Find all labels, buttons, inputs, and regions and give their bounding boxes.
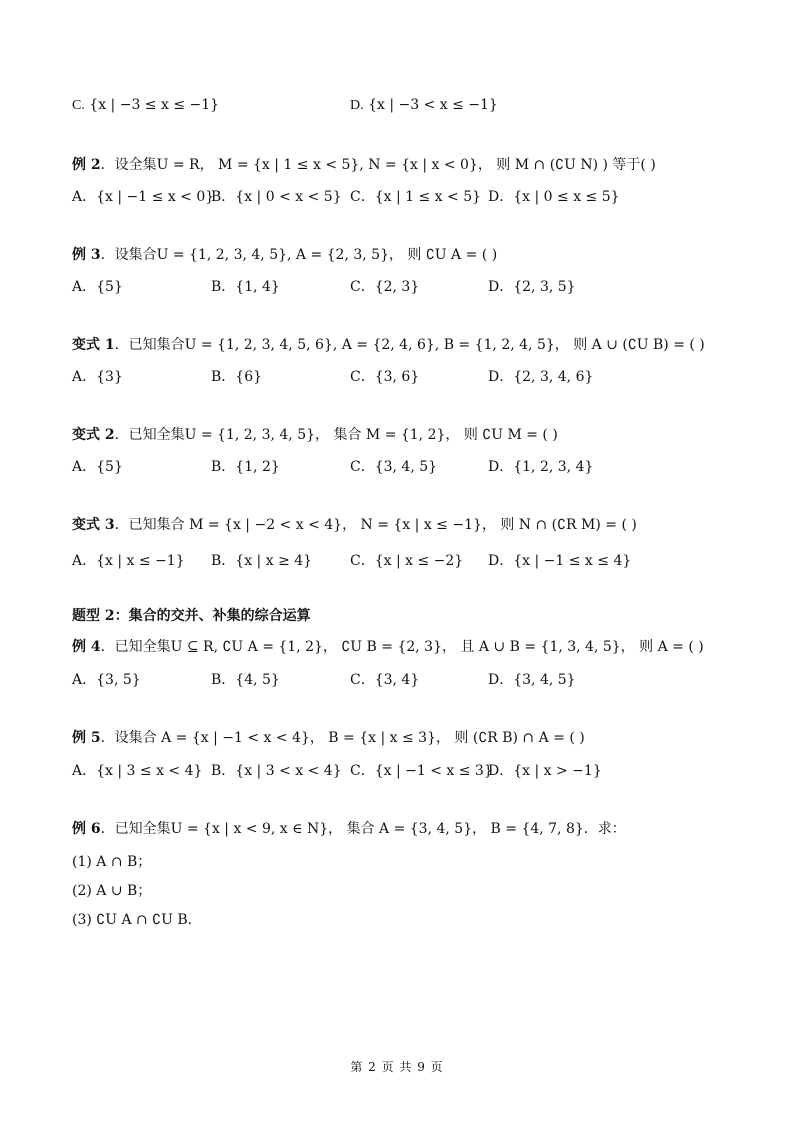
option-c bbox=[350, 457, 437, 477]
problem-text: ．已知全集U = {x | x < 9, x ∈ N}， 集合 A = {3, 4, 5}， B = {4, 7, 8}．求： bbox=[100, 821, 626, 837]
section-heading: 题型 2：集合的交并、补集的综合运算 bbox=[72, 608, 311, 624]
problem-tag: 例 6 bbox=[72, 821, 101, 837]
option-c bbox=[72, 95, 219, 116]
option-c bbox=[350, 670, 419, 690]
problem-tag: 例 2 bbox=[72, 157, 101, 173]
option-b bbox=[211, 761, 342, 781]
option-text: {x | 1 ≤ x < 5} bbox=[374, 189, 482, 205]
option-label: D． bbox=[488, 553, 514, 569]
option-label: A． bbox=[72, 553, 97, 569]
option-c bbox=[350, 187, 481, 207]
option-label: D． bbox=[488, 189, 514, 205]
problem-text: ．已知集合 M = {x | −2 < x < 4}， N = {x | x ≤ −1}， 则 N ∩ (∁R M) = ( ) bbox=[114, 517, 637, 533]
option-d bbox=[488, 457, 593, 477]
problem-tag: 例 5 bbox=[72, 730, 101, 746]
option-label: C． bbox=[350, 553, 375, 569]
option-text: {1, 2} bbox=[235, 459, 280, 475]
problem-stem bbox=[72, 728, 585, 748]
option-label: A． bbox=[72, 672, 97, 688]
option-label: A． bbox=[72, 763, 97, 779]
option-b bbox=[211, 551, 312, 571]
option-label: A． bbox=[72, 459, 97, 475]
option-text: {x | −3 ≤ x ≤ −1} bbox=[89, 97, 220, 113]
option-d bbox=[488, 187, 620, 207]
option-label: D． bbox=[488, 369, 514, 385]
problem-text: ．设集合 A = {x | −1 < x < 4}， B = {x | x ≤ 3}， 则 (∁R B) ∩ A = ( ) bbox=[100, 730, 585, 746]
option-text: {x | 0 ≤ x ≤ 5} bbox=[513, 189, 620, 205]
option-text: {3} bbox=[96, 369, 123, 385]
problem-text: ．已知全集U = {1, 2, 3, 4, 5}， 集合 M = {1, 2}， 则 ∁U M = ( ) bbox=[114, 427, 558, 443]
problem-stem bbox=[72, 637, 704, 657]
option-text: {3, 4} bbox=[374, 672, 420, 688]
option-label: D． bbox=[488, 763, 514, 779]
option-text: {x | −3 < x ≤ −1} bbox=[368, 97, 498, 113]
problem-text: ．设集合U = {1, 2, 3, 4, 5}, A = {2, 3, 5}， 则 ∁U A = ( ) bbox=[100, 247, 498, 263]
option-label: B． bbox=[211, 369, 236, 385]
problem-text: ．已知集合U = {1, 2, 3, 4, 5, 6}, A = {2, 4, 6}, B = {1, 2, 4, 5}， 则 A ∪ (∁U B) = ( ) bbox=[114, 337, 705, 353]
problem-tag: 变式 1 bbox=[72, 337, 115, 353]
option-d bbox=[488, 670, 576, 690]
option-label: D． bbox=[488, 672, 514, 688]
option-d bbox=[488, 761, 602, 781]
option-label: A． bbox=[72, 279, 97, 295]
problem-stem bbox=[72, 425, 558, 445]
option-c bbox=[350, 761, 493, 781]
option-b bbox=[211, 277, 280, 297]
option-text: {5} bbox=[96, 459, 123, 475]
option-text: {3, 5} bbox=[96, 672, 141, 688]
option-text: {5} bbox=[96, 279, 123, 295]
option-a bbox=[72, 457, 123, 477]
option-b bbox=[211, 187, 342, 207]
problem-text: ．已知全集U ⊆ R, ∁U A = {1, 2}， ∁U B = {2, 3}， 且 A ∪ B = {1, 3, 4, 5}， 则 A = ( ) bbox=[100, 639, 704, 655]
option-label: D. bbox=[350, 98, 364, 113]
problem-stem bbox=[72, 155, 656, 175]
subquestion-1: (1) A ∩ B； bbox=[72, 854, 152, 870]
problem-tag: 例 4 bbox=[72, 639, 101, 655]
option-b bbox=[211, 670, 280, 690]
problem-tag: 例 3 bbox=[72, 247, 101, 263]
subquestion-2: (2) A ∪ B； bbox=[72, 883, 152, 899]
option-text: {x | x ≥ 4} bbox=[235, 553, 313, 569]
option-label: C． bbox=[350, 279, 375, 295]
option-label: B． bbox=[211, 459, 236, 475]
option-a bbox=[72, 277, 123, 297]
option-text: {x | 0 < x < 5} bbox=[235, 189, 342, 205]
option-text: {3, 4, 5} bbox=[513, 672, 576, 688]
option-label: C． bbox=[350, 459, 375, 475]
option-text: {x | x ≤ −2} bbox=[374, 553, 464, 569]
option-c bbox=[350, 367, 419, 387]
option-c bbox=[350, 277, 419, 297]
option-label: D． bbox=[488, 279, 514, 295]
option-label: C. bbox=[72, 98, 85, 113]
option-text: {2, 3, 5} bbox=[513, 279, 576, 295]
option-a bbox=[72, 670, 141, 690]
option-label: C． bbox=[350, 189, 375, 205]
option-a bbox=[72, 761, 202, 781]
option-a bbox=[72, 187, 214, 207]
option-c bbox=[350, 551, 463, 571]
option-a bbox=[72, 551, 185, 571]
option-text: {3, 4, 5} bbox=[374, 459, 438, 475]
option-label: B． bbox=[211, 763, 236, 779]
option-text: {x | −1 ≤ x ≤ 4} bbox=[513, 553, 632, 569]
subquestion-3: (3) ∁U A ∩ ∁U B． bbox=[72, 912, 202, 928]
problem-stem bbox=[72, 515, 637, 535]
option-text: {x | −1 < x ≤ 3} bbox=[374, 763, 493, 779]
page-footer: 第 2 页 共 9 页 bbox=[350, 1060, 444, 1074]
option-text: {x | −1 ≤ x < 0} bbox=[96, 189, 215, 205]
option-label: A． bbox=[72, 369, 97, 385]
option-b bbox=[211, 457, 280, 477]
option-label: B． bbox=[211, 553, 236, 569]
option-d bbox=[488, 277, 576, 297]
option-text: {x | x > −1} bbox=[513, 763, 602, 779]
option-d bbox=[488, 551, 631, 571]
option-text: {1, 4} bbox=[235, 279, 280, 295]
option-text: {x | 3 ≤ x < 4} bbox=[96, 763, 203, 779]
option-label: B． bbox=[211, 672, 236, 688]
option-label: D． bbox=[488, 459, 514, 475]
option-b bbox=[211, 367, 262, 387]
option-text: {2, 3, 4, 6} bbox=[513, 369, 594, 385]
option-label: C． bbox=[350, 763, 375, 779]
option-text: {6} bbox=[235, 369, 263, 385]
option-a bbox=[72, 367, 123, 387]
option-text: {x | 3 < x < 4} bbox=[235, 763, 342, 779]
problem-tag: 变式 3 bbox=[72, 517, 115, 533]
problem-stem bbox=[72, 819, 626, 839]
option-d bbox=[350, 95, 498, 116]
option-label: B． bbox=[211, 189, 236, 205]
option-text: {3, 6} bbox=[374, 369, 420, 385]
option-label: B． bbox=[211, 279, 236, 295]
option-label: A． bbox=[72, 189, 97, 205]
problem-text: ．设全集U = R， M = {x | 1 ≤ x < 5}, N = {x | x < 0}， 则 M ∩ (∁U N) ) 等于( ) bbox=[100, 157, 656, 173]
problem-stem bbox=[72, 335, 705, 355]
problem-tag: 变式 2 bbox=[72, 427, 115, 443]
option-label: C． bbox=[350, 672, 375, 688]
option-text: {x | x ≤ −1} bbox=[96, 553, 185, 569]
option-text: {2, 3} bbox=[374, 279, 420, 295]
option-label: C． bbox=[350, 369, 375, 385]
problem-stem bbox=[72, 245, 497, 265]
option-text: {4, 5} bbox=[235, 672, 280, 688]
option-text: {1, 2, 3, 4} bbox=[513, 459, 594, 475]
option-d bbox=[488, 367, 593, 387]
